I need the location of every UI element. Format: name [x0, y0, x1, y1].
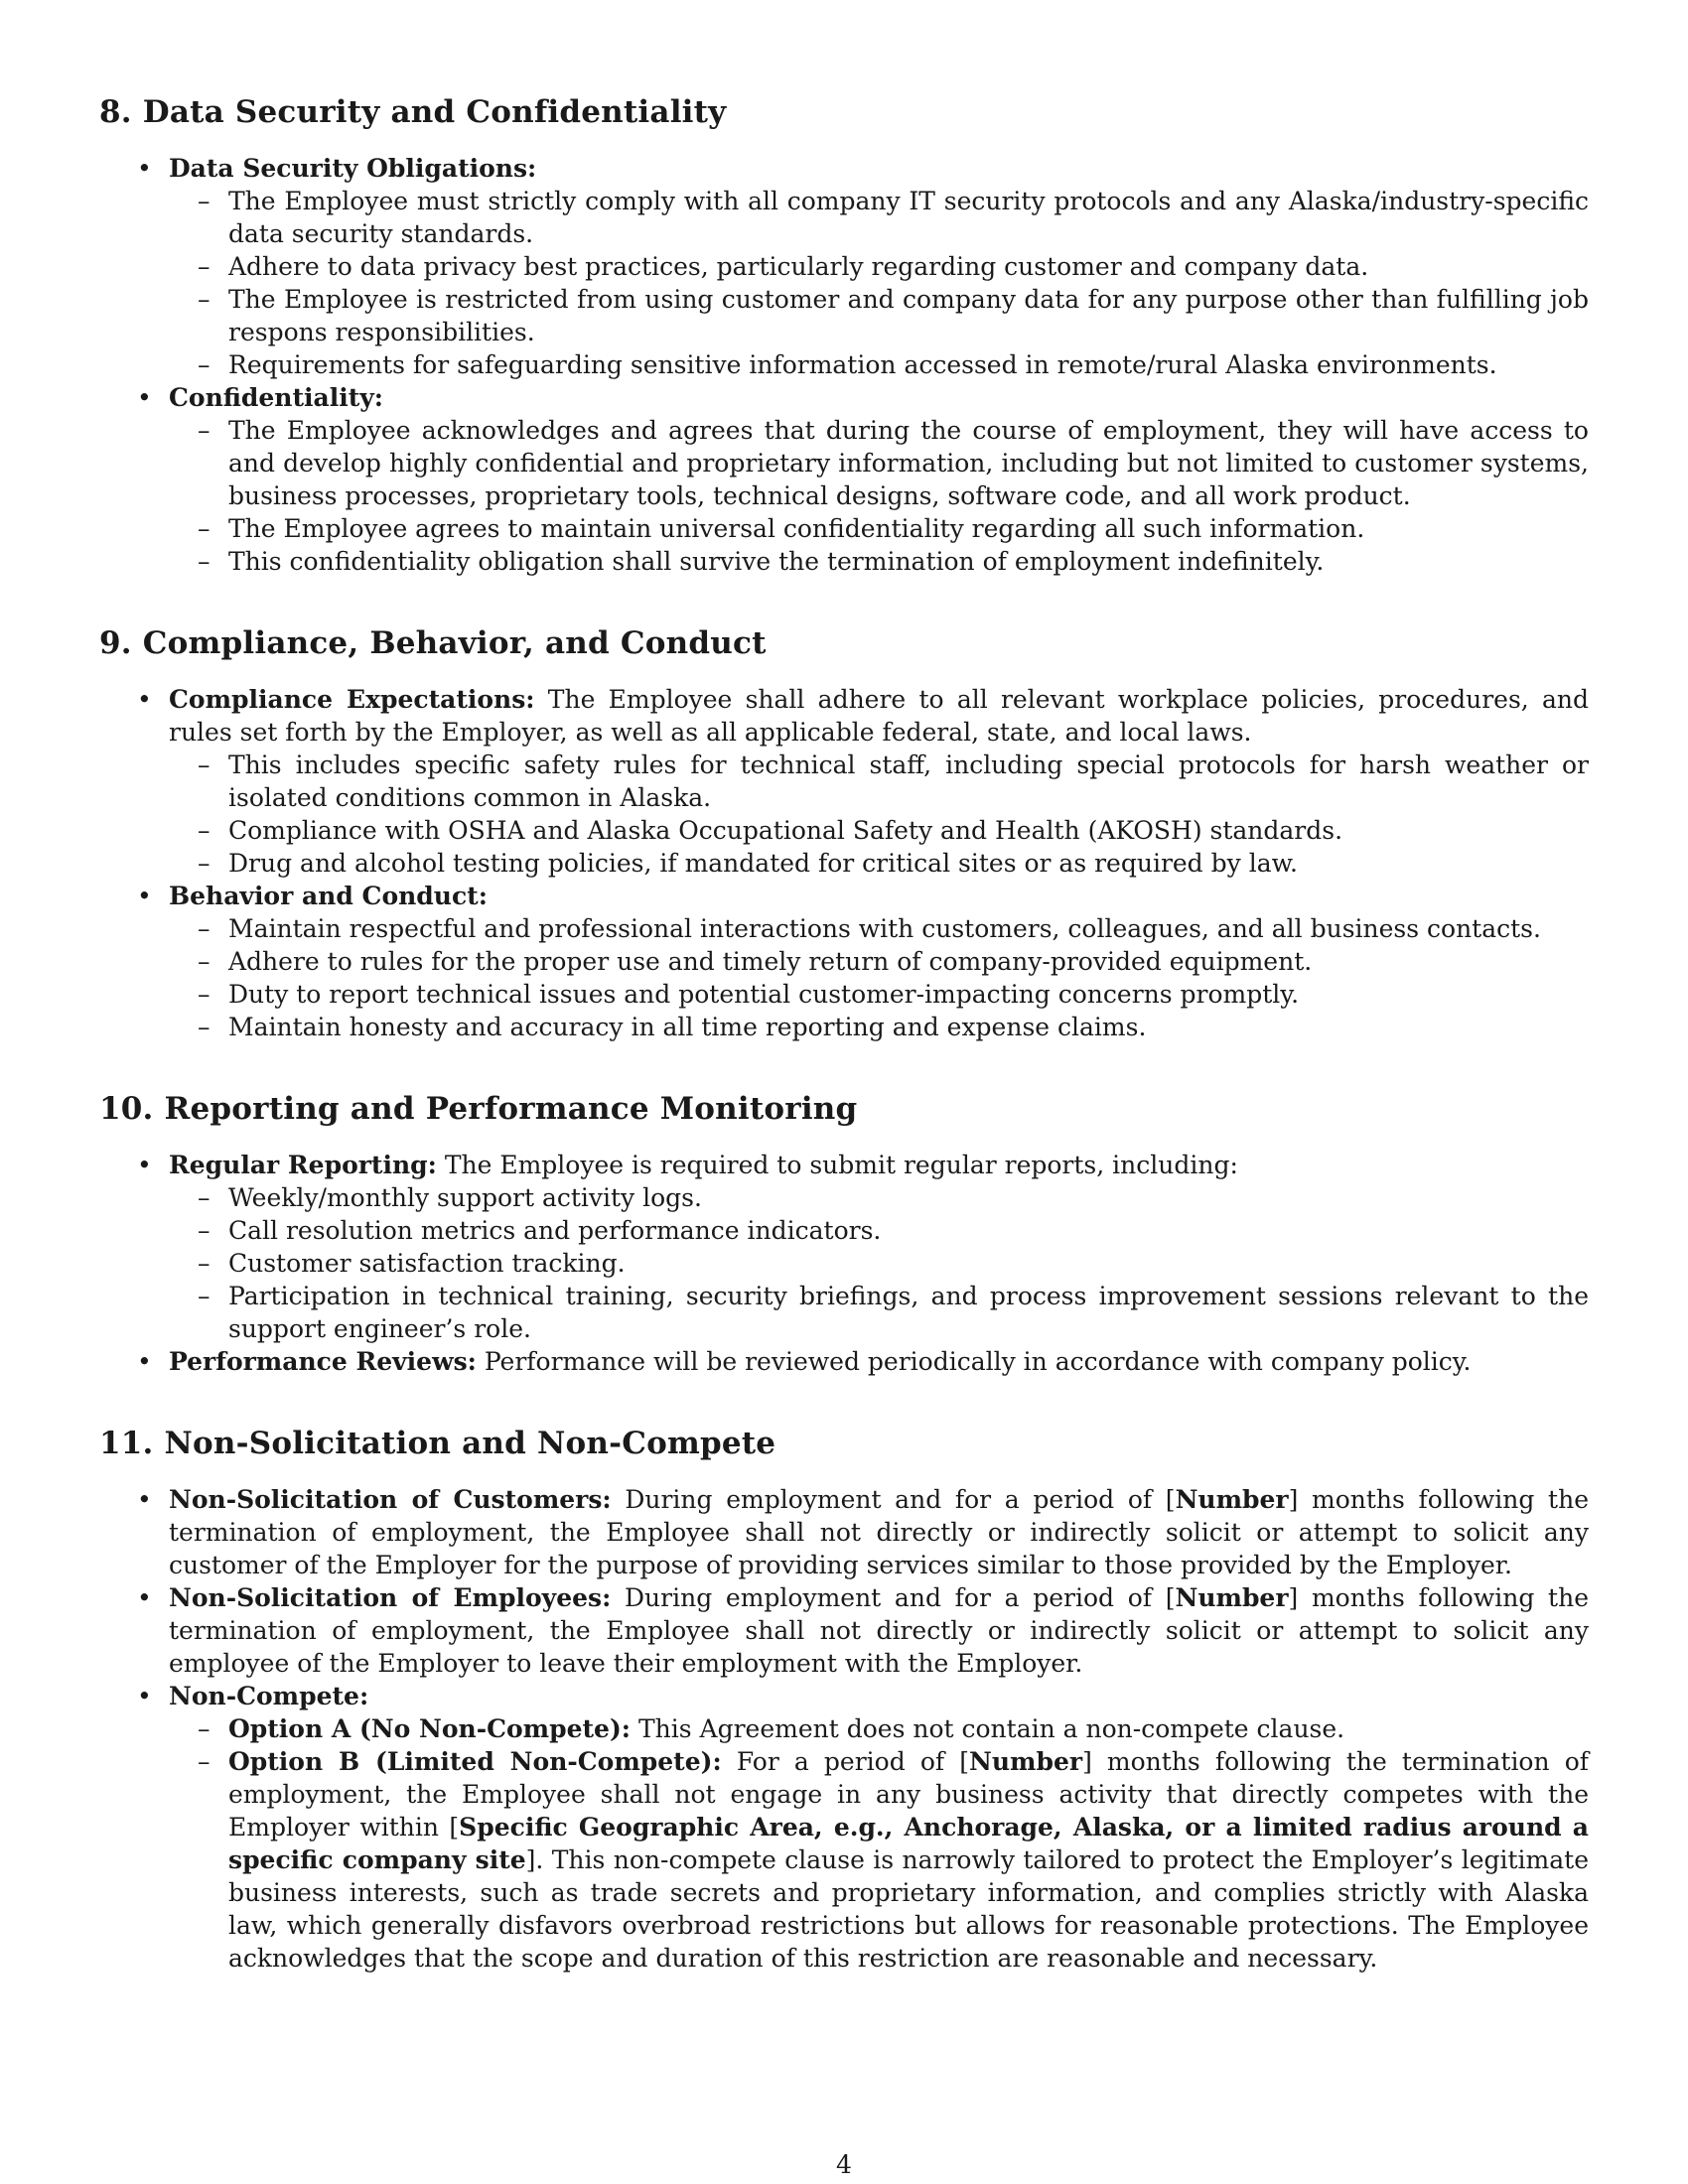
sections-container: [99, 91, 1589, 1378]
sub-item: – Weekly/monthly support activity logs.: [169, 1181, 1589, 1214]
sub-item: – The Employee acknowledges and agrees that during the course of employment, they will have access to and develop highly confidential and proprietary information, including but not limited to customer systems, business processes, proprietary tools, technical designs, software code, and all work product.: [169, 414, 1589, 512]
sub-item: – Maintain respectful and professional interactions with customers, colleagues, and all business contacts.: [169, 912, 1589, 945]
option-label: Option B (Limited Non-Compete):: [228, 1747, 722, 1776]
placeholder-number: Number: [1175, 1583, 1289, 1612]
section-11: [99, 1423, 1589, 1975]
bullet-item: [99, 1345, 1589, 1378]
bullet-text: The Employee is required to submit regular reports, including:: [444, 1151, 1238, 1179]
bullet-label: Confidentiality:: [169, 383, 384, 412]
bullet-list: [99, 683, 1589, 1043]
sub-list: [169, 912, 1589, 1043]
sub-item: – The Employee agrees to maintain universal confidentiality regarding all such information.: [169, 512, 1589, 545]
sub-item: – This includes specific safety rules for technical staff, including special protocols for harsh weather or isolated conditions common in Alaska.: [169, 749, 1589, 814]
sub-item: – Drug and alcohol testing policies, if mandated for critical sites or as required by law.: [169, 847, 1589, 880]
sub-item: – Adhere to data privacy best practices, particularly regarding customer and company data.: [169, 250, 1589, 283]
page-number: 4: [836, 2150, 852, 2179]
option-text: ]. This non-compete clause is narrowly tailored to protect the Employer’s legitimate business interests, such as trade secrets and proprietary information, and complies strictly with Alaska law, which generally disfavors overbroad restrictions but allows for reasonable protections. The Employee acknowledges that the scope and duration of this restriction are reasonable and necessary.: [228, 1845, 1589, 1973]
bullet-label: Non-Solicitation of Customers:: [169, 1485, 612, 1514]
section-heading: 10. Reporting and Performance Monitoring: [99, 1091, 858, 1127]
bullet-text: ] months following the termination of employment, the Employee shall not directly or indirectly solicit or attempt to solicit any employee of the Employer to leave their employment with the Employer.: [169, 1583, 1589, 1678]
sub-item: – The Employee is restricted from using customer and company data for any purpose other than fulfilling job respons responsibilities.: [169, 283, 1589, 348]
option-b: [169, 1745, 1589, 1975]
section-heading: 9. Compliance, Behavior, and Conduct: [99, 625, 767, 661]
document-page: [99, 91, 1589, 2019]
bullet-text: During employment and for a period of [: [625, 1583, 1176, 1612]
sub-item: – Adhere to rules for the proper use and timely return of company-provided equipment.: [169, 945, 1589, 978]
section-heading: 11. Non-Solicitation and Non-Compete: [99, 1426, 776, 1461]
bullet-label: Behavior and Conduct:: [169, 882, 488, 910]
option-a: [169, 1712, 1589, 1745]
bullet-list: [99, 152, 1589, 578]
sub-list: [169, 414, 1589, 578]
sub-list: [169, 185, 1589, 381]
option-text: This Agreement does not contain a non-compete clause.: [637, 1714, 1345, 1743]
sub-item: – The Employee must strictly comply with all company IT security protocols and any Alaska/industry-specific data security standards.: [169, 185, 1589, 250]
bullet-text: The Employee shall adhere to all relevant workplace policies, procedures, and rules set forth by the Employer, as well as all applicable federal, state, and local laws.: [169, 685, 1589, 747]
bullet-text: During employment and for a period of [: [625, 1485, 1176, 1514]
bullet-label: Non-Solicitation of Employees:: [169, 1583, 612, 1612]
option-text: For a period of [: [736, 1747, 970, 1776]
option-text: ] months following the termination of employment, the Employee shall not engage in any business activity that directly competes with the Employer within [: [228, 1747, 1590, 1842]
bullet-non-solicitation-employees: [99, 1581, 1589, 1680]
bullet-label: Regular Reporting:: [169, 1151, 437, 1179]
bullet-list: [99, 1483, 1589, 1975]
bullet-item: [99, 880, 1589, 1043]
sub-list: [169, 749, 1589, 880]
bullet-text: ] months following the termination of employment, the Employee shall not directly or indirectly solicit or attempt to solicit any customer of the Employer for the purpose of providing services similar to those provided by the Employer.: [169, 1485, 1589, 1579]
sub-item: – Customer satisfaction tracking.: [169, 1247, 1589, 1280]
placeholder-number: Number: [1175, 1485, 1289, 1514]
sub-item: – Participation in technical training, security briefings, and process improvement sessions relevant to the support engineer’s role.: [169, 1280, 1589, 1345]
bullet-item: [99, 683, 1589, 880]
section: [99, 91, 1589, 578]
placeholder-geographic-area: Specific Geographic Area, e.g., Anchorage, Alaska, or a limited radius around a specific company site: [228, 1813, 1589, 1874]
bullet-label: Performance Reviews:: [169, 1347, 477, 1376]
bullet-label: Data Security Obligations:: [169, 154, 537, 183]
sub-item: – Requirements for safeguarding sensitive information accessed in remote/rural Alaska environments.: [169, 348, 1589, 381]
bullet-non-solicitation-customers: [99, 1483, 1589, 1581]
sub-item: – Call resolution metrics and performance indicators.: [169, 1214, 1589, 1247]
bullet-item: [99, 381, 1589, 578]
bullet-item: [99, 1149, 1589, 1345]
sub-list: [169, 1712, 1589, 1975]
placeholder-number: Number: [969, 1747, 1083, 1776]
section: [99, 622, 1589, 1043]
section-heading: 8. Data Security and Confidentiality: [99, 94, 727, 130]
option-label: Option A (No Non-Compete):: [228, 1714, 632, 1743]
section: [99, 1088, 1589, 1378]
bullet-item: [99, 152, 1589, 381]
bullet-non-compete: [99, 1680, 1589, 1975]
bullet-label: Non-Compete:: [169, 1682, 369, 1710]
sub-item: – This confidentiality obligation shall survive the termination of employment indefinitely.: [169, 545, 1589, 578]
bullet-label: Compliance Expectations:: [169, 685, 535, 714]
bullet-text: Performance will be reviewed periodically in accordance with company policy.: [484, 1347, 1472, 1376]
sub-item: – Duty to report technical issues and potential customer-impacting concerns promptly.: [169, 978, 1589, 1011]
sub-item: – Maintain honesty and accuracy in all time reporting and expense claims.: [169, 1011, 1589, 1043]
bullet-list: [99, 1149, 1589, 1378]
sub-item: – Compliance with OSHA and Alaska Occupational Safety and Health (AKOSH) standards.: [169, 814, 1589, 847]
sub-list: [169, 1181, 1589, 1345]
